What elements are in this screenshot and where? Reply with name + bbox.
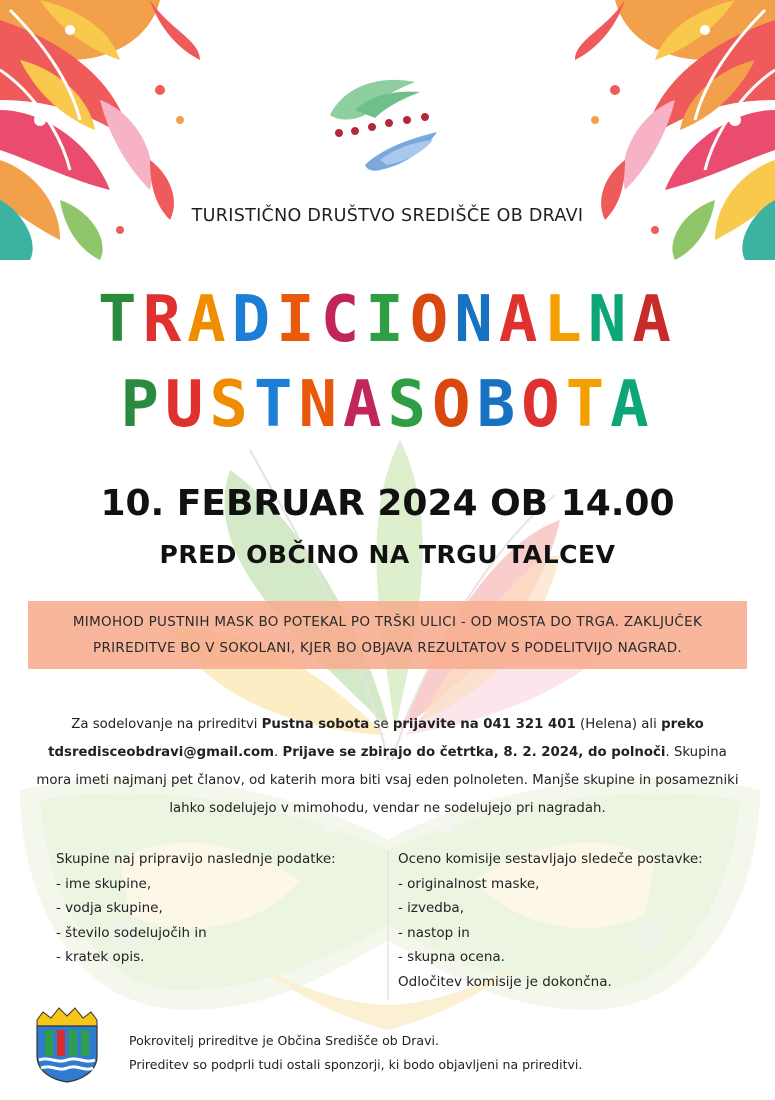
title-letter: B [476, 368, 522, 442]
event-date: 10. FEBRUAR 2024 OB 14.00 [100, 483, 675, 524]
registration-text: . [665, 745, 670, 760]
sponsor-line-1: Pokrovitelj prireditve je Občina Središče ob Dravi. [129, 1033, 439, 1048]
title-letter: P [120, 368, 165, 442]
title-letter: I [365, 283, 410, 357]
title-letter: O [432, 368, 477, 442]
registration-paragraph [30, 711, 745, 823]
event-location: PRED OBČINO NA TRGU TALCEV [159, 540, 616, 569]
registration-text: (Helena) ali [575, 717, 662, 732]
title-letter: T [98, 283, 143, 357]
title-letter: S [387, 368, 433, 442]
group-requirements [56, 847, 376, 970]
registration-text: Za sodelovanje na prireditvi [71, 717, 262, 732]
title-letter: A [187, 283, 232, 357]
organizer-name: TURISTIČNO DRUŠTVO SREDIŠČE OB DRAVI [191, 206, 584, 226]
sponsors-info [129, 1029, 582, 1077]
title-letter: N [298, 368, 343, 442]
title-letter: A [632, 283, 677, 357]
title-letter: S [209, 368, 254, 442]
registration-phone: prijavite na 041 321 401 [392, 717, 576, 732]
title-letter: N [454, 283, 499, 357]
title-letter: C [320, 283, 366, 357]
title-letter: O [521, 368, 566, 442]
list-item: - ime skupine, [56, 875, 152, 892]
registration-text: se [369, 717, 393, 732]
title-letter: I [276, 283, 321, 357]
jury-note: Odločitev komisije je dokončna. [398, 973, 612, 990]
route-banner-text: MIMOHOD PUSTNIH MASK BO POTEKAL PO TRŠKI ULICI - OD MOSTA DO TRGA. ZAKLJUČEK PRIREDITVE BO V SOKOLANI, KJER BO OBJAVA REZULTATOV S PODELITVIJO NAGRAD. [72, 614, 703, 656]
title-letter: O [409, 283, 455, 357]
title-letter: A [342, 368, 388, 442]
list-item: - število sodelujočih in [56, 924, 207, 941]
list-item: - izvedba, [398, 900, 464, 916]
list-item: - originalnost maske, [398, 875, 540, 892]
list-item: - vodja skupine, [56, 900, 163, 916]
title-letter: T [565, 368, 611, 442]
municipality-crest-icon [31, 1004, 103, 1084]
jury-criteria-heading: Oceno komisije sestavljajo sledeče postavke: [398, 851, 703, 867]
tourist-society-logo [325, 70, 445, 180]
list-item: - nastop in [398, 924, 470, 941]
route-banner [28, 601, 747, 669]
registration-email: preko tdsredisceobdravi@gmail.com [48, 717, 704, 760]
title-letter: T [253, 368, 299, 442]
title-letter: N [587, 283, 633, 357]
title-letter: A [610, 368, 655, 442]
title-line-2 [0, 368, 775, 442]
sponsor-line-2: Prireditev so podprli tudi ostali sponzorji, ki bodo objavljeni na prireditvi. [129, 1057, 583, 1072]
event-name: Pustna sobota [261, 717, 370, 732]
title-letter: A [498, 283, 544, 357]
list-item: - skupna ocena. [398, 949, 505, 965]
title-line-1 [0, 283, 775, 357]
group-requirements-heading: Skupine naj pripravijo naslednje podatke: [56, 851, 336, 867]
title-letter: L [543, 283, 588, 357]
title-letter: D [231, 283, 277, 357]
registration-deadline: Prijave se zbirajo do četrtka, 8. 2. 2024, do polnoči [282, 745, 666, 760]
registration-text: . [274, 745, 283, 760]
title-letter: R [142, 283, 188, 357]
title-letter: U [164, 368, 210, 442]
group-rules: Skupina mora imeti najmanj pet članov, od katerih mora biti vsaj eden polnoleten. Manjše skupine in posamezniki lahko sodelujejo v mimohodu, vendar ne sodelujejo pri nagradah. [36, 745, 739, 816]
list-item: - kratek opis. [56, 949, 145, 965]
jury-criteria [398, 847, 748, 994]
